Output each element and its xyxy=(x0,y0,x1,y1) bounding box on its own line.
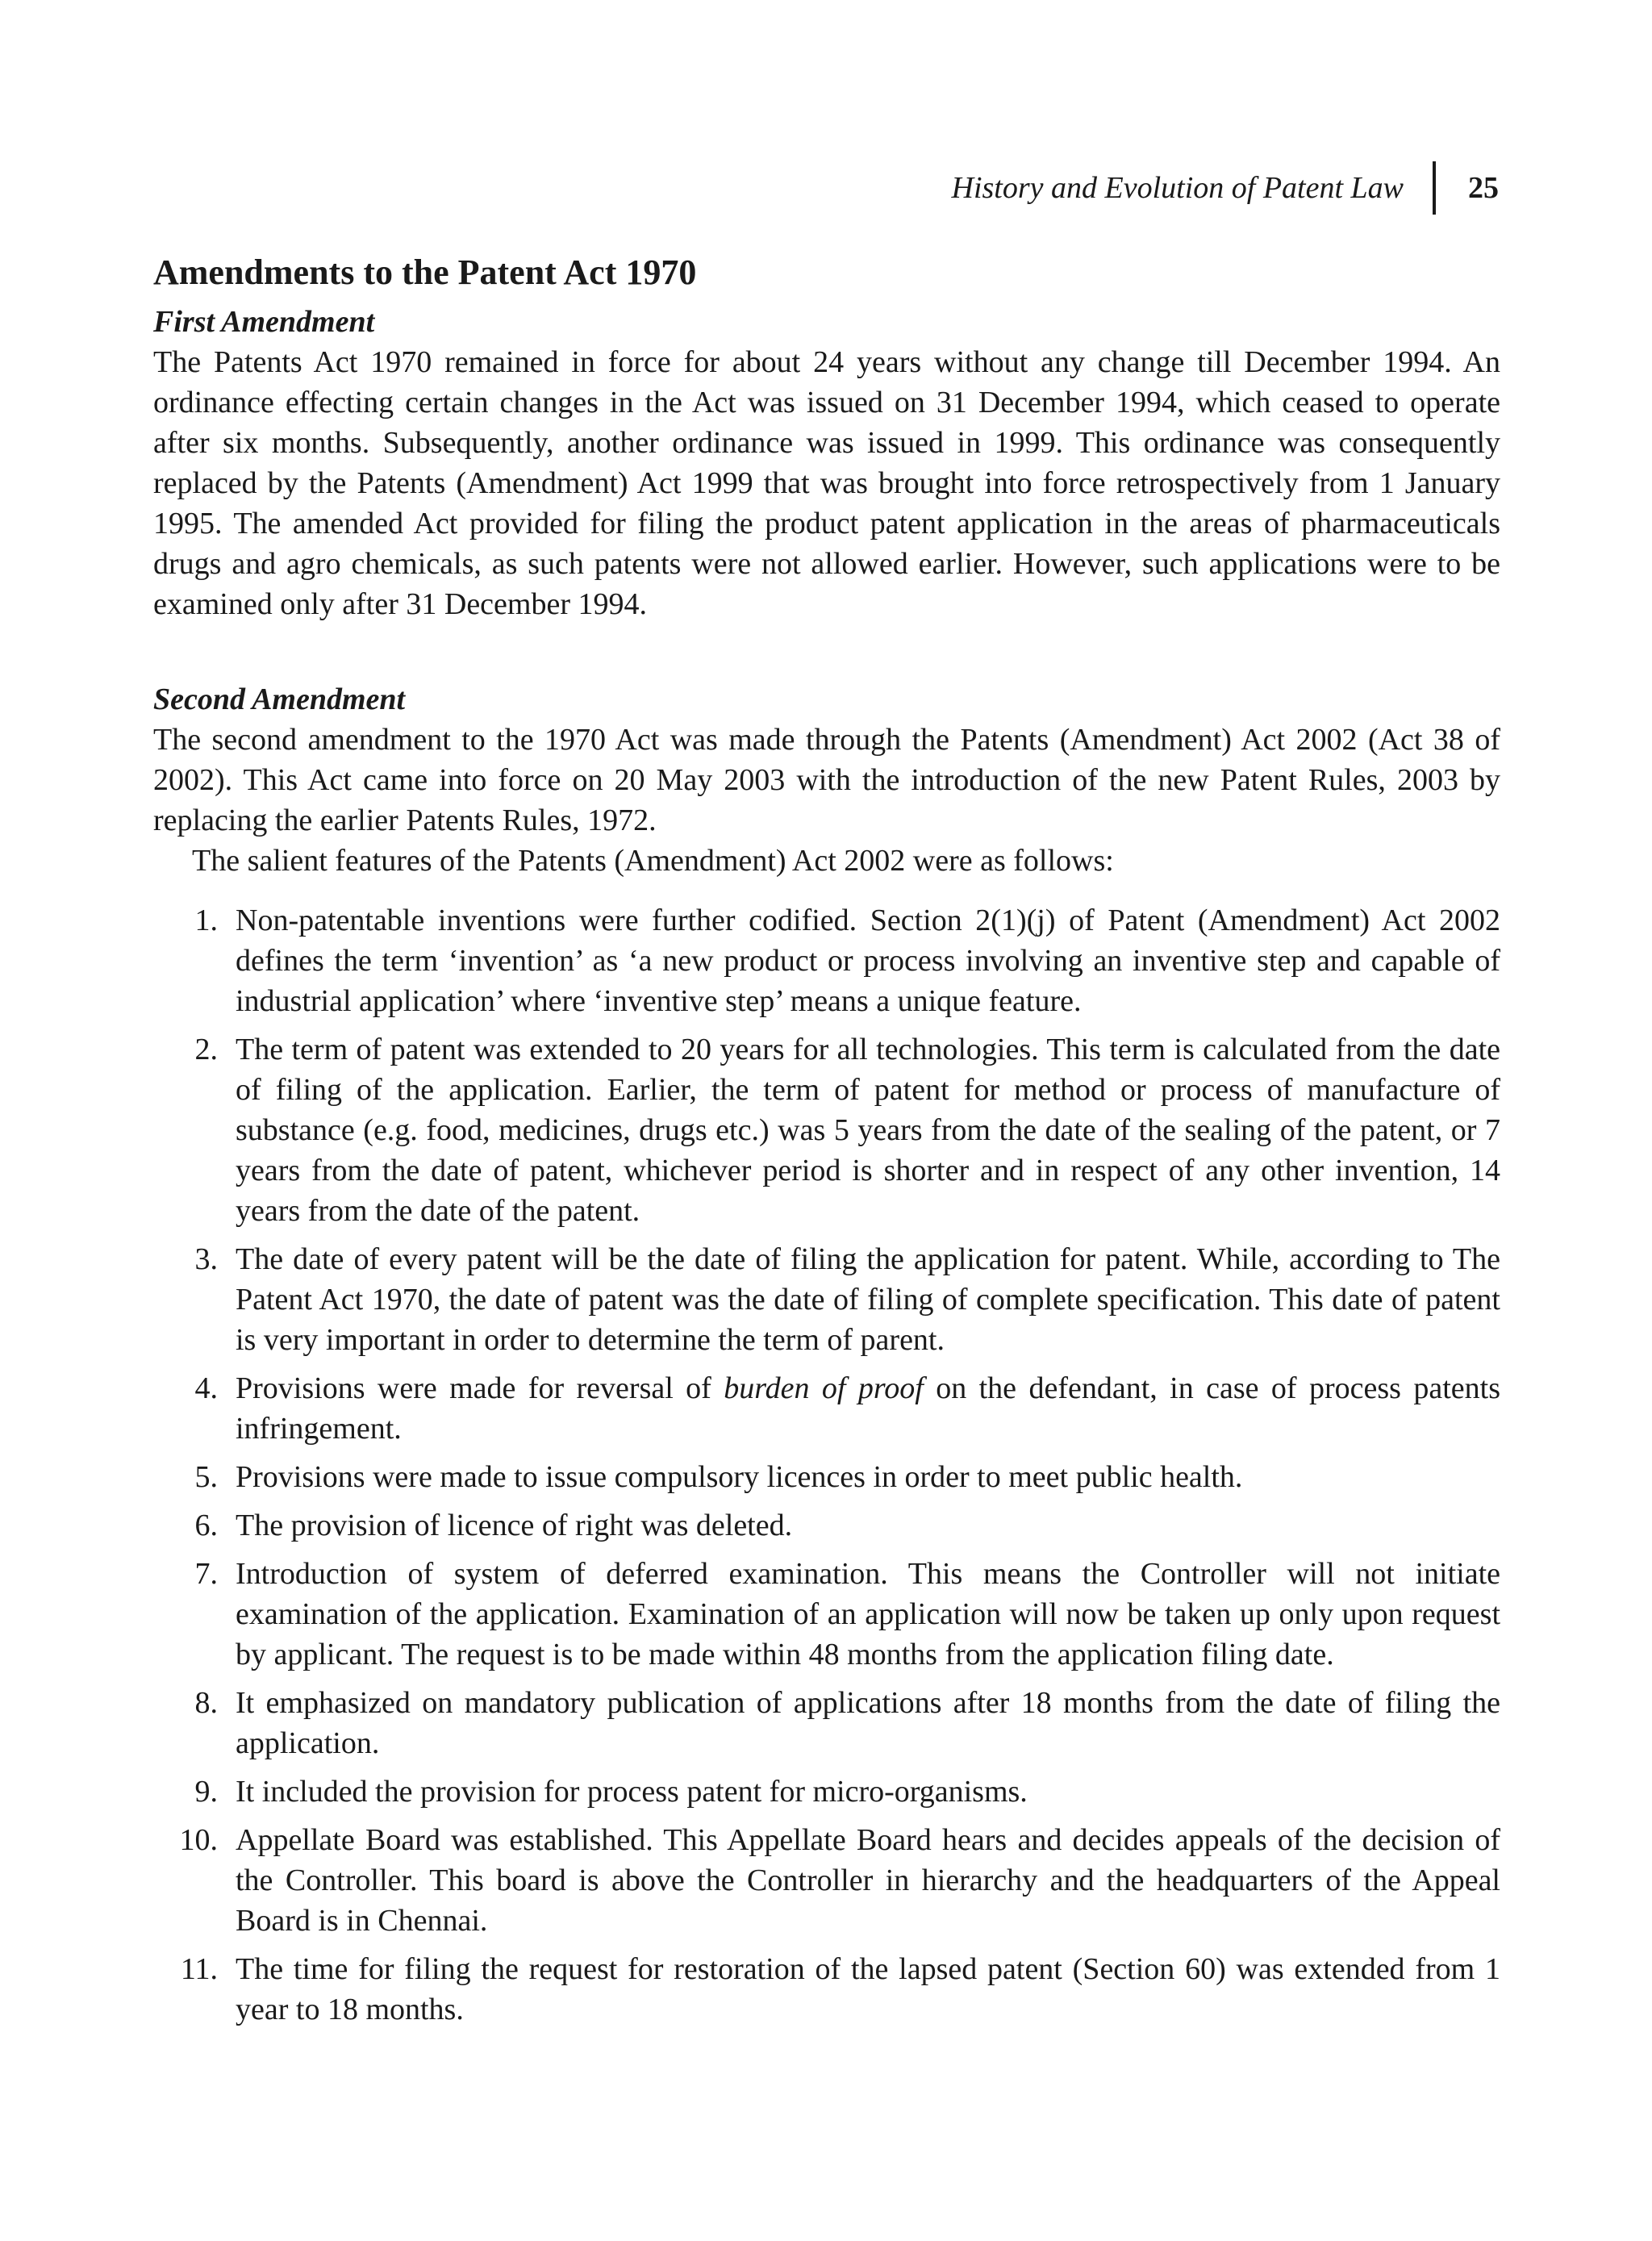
list-number: 8. xyxy=(194,1686,218,1720)
list-number: 11. xyxy=(180,1952,218,1986)
list-text: The term of patent was extended to 20 years for all technologies. This term is calculated from the date of filing of the application. Earlier, the term of patent for method or process of manufacture of substance (e.g. food, medicines, drugs etc.) was 5 years from the date of the sealing of the patent, or 7 years from the date of patent, whichever period is shorter and in respect of any other invention, 14 years from the date of the patent. xyxy=(236,1033,1500,1228)
list-text-before: Provisions were made for reversal of xyxy=(236,1371,724,1405)
list-item xyxy=(153,1949,1500,2030)
list-number: 10. xyxy=(179,1823,218,1857)
list-number: 2. xyxy=(194,1033,218,1066)
list-number: 3. xyxy=(194,1242,218,1276)
running-title: History and Evolution of Patent Law xyxy=(951,171,1404,205)
features-list xyxy=(153,900,1500,2030)
list-item xyxy=(153,1820,1500,1941)
second-amendment-heading: Second Amendment xyxy=(153,682,406,716)
list-text: The time for filing the request for restoration of the lapsed patent (Section 60) was extended from 1 year to 18 months. xyxy=(236,1952,1500,2026)
list-item xyxy=(153,1368,1500,1449)
list-text: Non-patentable inventions were further codified. Section 2(1)(j) of Patent (Amendment) Act 2002 defines the term ‘invention’ as ‘a new product or process involving an inventive step and capable of industrial application’ where ‘inventive step’ means a unique feature. xyxy=(236,903,1500,1018)
list-item xyxy=(153,1554,1500,1675)
page-body xyxy=(153,250,1500,2038)
first-amendment-paragraph: The Patents Act 1970 remained in force for about 24 years without any change till December 1994. An ordinance effecting certain changes in the Act was issued on 31 December 1994, which ceased to operate after six months. Subsequently, another ordinance was issued in 1999. This ordinance was consequently replaced by the Patents (Amendment) Act 1999 that was brought into force retrospectively from 1 January 1995. The amended Act provided for filing the product patent application in the areas of pharmaceuticals drugs and agro chemicals, as such patents were not allowed earlier. However, such applications were to be examined only after 31 December 1994. xyxy=(153,345,1500,621)
first-amendment-heading: First Amendment xyxy=(153,305,375,339)
list-text: Appellate Board was established. This Appellate Board hears and decides appeals of the decision of the Controller. This board is above the Controller in hierarchy and the headquarters of the Appeal Board is in Chennai. xyxy=(236,1823,1500,1938)
list-item xyxy=(153,900,1500,1021)
list-item xyxy=(153,1505,1500,1546)
list-text: It emphasized on mandatory publication of applications after 18 months from the date of filing the application. xyxy=(236,1686,1500,1760)
list-item xyxy=(153,1772,1500,1812)
list-item xyxy=(153,1239,1500,1360)
section-title: Amendments to the Patent Act 1970 xyxy=(153,252,697,292)
list-number: 7. xyxy=(194,1557,218,1591)
header-divider xyxy=(1433,161,1436,215)
running-head xyxy=(952,161,1499,215)
list-text: It included the provision for process patent for micro-organisms. xyxy=(236,1775,1028,1809)
list-number: 1. xyxy=(194,903,218,937)
list-number: 5. xyxy=(194,1460,218,1494)
list-text: The date of every patent will be the date of filing the application for patent. While, according to The Patent Act 1970, the date of patent was the date of filing of complete specification. This date of patent is very important in order to determine the term of parent. xyxy=(236,1242,1500,1357)
list-text: The provision of licence of right was deleted. xyxy=(236,1509,793,1542)
list-number: 6. xyxy=(194,1509,218,1542)
list-item xyxy=(153,1683,1500,1763)
list-text xyxy=(236,1371,1500,1446)
emphasis-burden-of-proof: burden of proof xyxy=(724,1371,924,1405)
list-item xyxy=(153,1029,1500,1231)
list-text-after: on the defendant, in case of process patents infringement. xyxy=(236,1371,1500,1446)
second-amendment-paragraph: The second amendment to the 1970 Act was made through the Patents (Amendment) Act 2002 (Act 38 of 2002). This Act came into force on 20 May 2003 with the introduction of the new Patent Rules, 2003 by replacing the earlier Patents Rules, 1972. xyxy=(153,723,1500,837)
list-number: 4. xyxy=(194,1371,218,1405)
features-intro: The salient features of the Patents (Amendment) Act 2002 were as follows: xyxy=(192,844,1114,878)
page-number: 25 xyxy=(1468,171,1499,205)
list-text: Provisions were made to issue compulsory licences in order to meet public health. xyxy=(236,1460,1243,1494)
list-item xyxy=(153,1457,1500,1497)
list-text: Introduction of system of deferred examination. This means the Controller will not initiate examination of the application. Examination of an application will now be taken up only upon request by applicant. The request is to be made within 48 months from the application filing date. xyxy=(236,1557,1500,1671)
list-number: 9. xyxy=(194,1775,218,1809)
